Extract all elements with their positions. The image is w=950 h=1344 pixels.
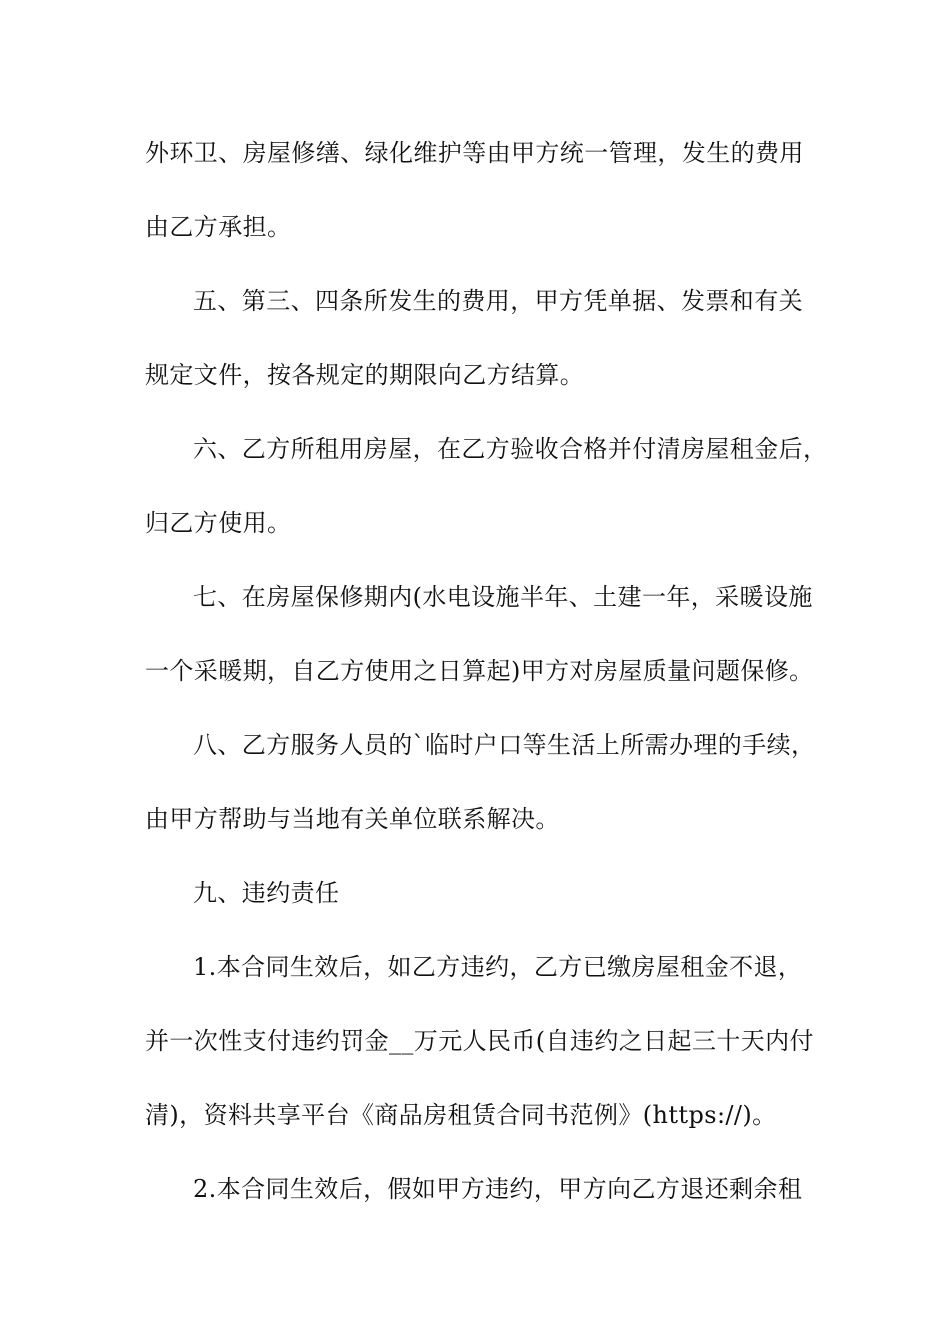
text-line-9: 八、乙方服务人员的`临时户口等生活上所需办理的手续， bbox=[193, 731, 816, 759]
text-line-5: 六、乙方所租用房屋，在乙方验收合格并付清房屋租金后， bbox=[193, 435, 828, 463]
text-line-15: 2.本合同生效后，假如甲方违约，甲方向乙方退还剩余租 bbox=[193, 1175, 803, 1203]
text-line-7: 七、在房屋保修期内(水电设施半年、土建一年，采暖设施 bbox=[193, 583, 813, 611]
section-heading: 九、违约责任 bbox=[193, 879, 340, 907]
text-line-12: 1.本合同生效后，如乙方违约，乙方已缴房屋租金不退， bbox=[193, 953, 803, 981]
text-line-10: 由甲方帮助与当地有关单位联系解决。 bbox=[145, 805, 560, 833]
text-line-8: 一个采暖期，自乙方使用之日算起)甲方对房屋质量问题保修。 bbox=[145, 657, 814, 685]
text-line-1: 外环卫、房屋修缮、绿化维护等由甲方统一管理，发生的费用 bbox=[145, 139, 804, 167]
text-line-4: 规定文件，按各规定的期限向乙方结算。 bbox=[145, 361, 585, 389]
text-line-14: 清)，资料共享平台《商品房租赁合同书范例》(https://)。 bbox=[145, 1101, 777, 1129]
text-line-13: 并一次性支付违约罚金__万元人民币(自违约之日起三十天内付 bbox=[145, 1027, 814, 1055]
text-line-6: 归乙方使用。 bbox=[145, 509, 292, 537]
text-line-2: 由乙方承担。 bbox=[145, 213, 292, 241]
text-line-3: 五、第三、四条所发生的费用，甲方凭单据、发票和有关 bbox=[193, 287, 803, 315]
